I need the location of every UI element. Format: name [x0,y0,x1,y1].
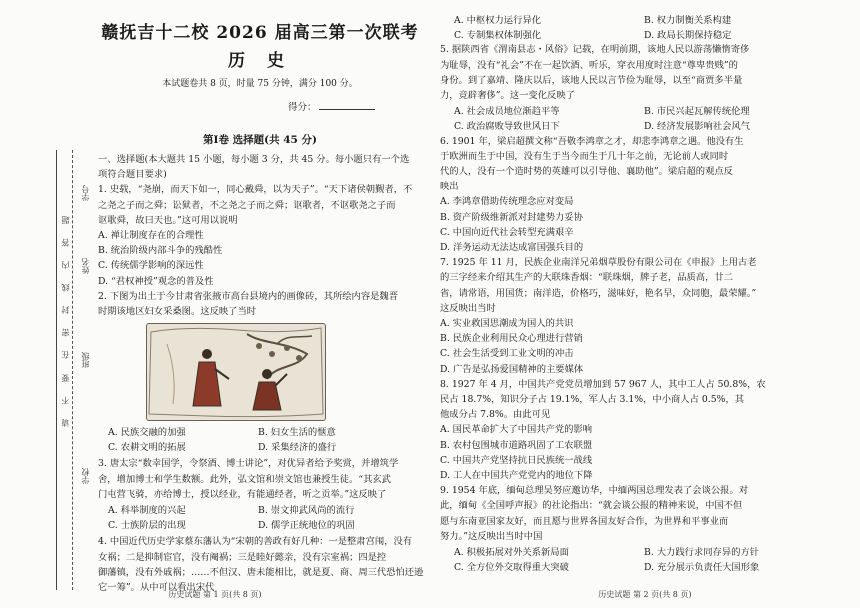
text-line: 愿与东南亚国家友好，而且愿与世界各国友好合作，为世界和平事业而 [440,515,729,527]
option-item: B. 权力制衡关系构建 [644,15,732,26]
label-name: 姓名 [81,258,90,274]
text-line: 门屯营飞骑，亦给博士，授以经业，有能通经者，听之贡举。”这反映了 [98,488,387,500]
option-item: D. 儒学正统地位的巩固 [258,520,355,532]
text-line: D. 洋务运动无法达成富国强兵目的 [440,242,584,253]
text-line: 这反映出当时 [440,302,496,314]
option-item: D. 采集经济的盛行 [258,442,337,454]
text-line: A. 国民革命扩大了中国共产党的影响 [440,424,593,436]
option-item: B. 妇女生活的惬意 [258,427,336,438]
option-item: B. 市民兴起瓦解传统伦理 [644,106,750,118]
text-line: 努力。”这反映出当时中国 [440,530,543,542]
option-item: A. 积极拓展对外关系新局面 [454,547,569,558]
text-line: D. “君权神授”观念的普及性 [98,275,214,287]
text-line: 舍，增加博士和学生数额。此外，弘文馆和崇文馆也兼授生徒。“其玄武 [98,473,391,485]
text-line: 此，缅甸《全国呼声报》的社论指出：“就会谈公报的精神来说，中国不但 [440,500,743,512]
option-item: C. 政治腐败导致世风日下 [454,121,560,133]
option-item: A. 科举制度的兴起 [108,505,186,516]
text-line: 5. 据陕西省《渭南县志・风俗》记载，在明前期，该地人民以游荡懒惰寄侈 [440,44,750,56]
text-line: 民占 18.7%，知识分子占 19.1%，军人占 3.1%，中小商人占 0.5%，其 [440,394,745,405]
text-line: 7. 1925 年 11 月，民族企业南洋兄弟烟草股份有限公司在《申报》上用古老 [440,257,757,269]
text-line: D. 广告是弘扬爱国精神的主要媒体 [440,363,584,375]
text-line: 于欧洲而生于中国，没有生于当今而生于几十年之前，无论前人或同时 [440,150,729,162]
mulberry-picking-mural [147,324,325,420]
text-line: 省，请常语，用国货；南洋造，价格巧，滋味好，艳名早，众同胞，最荣耀。” [440,287,757,299]
option-item: A. 中枢权力运行异化 [454,15,541,26]
text-line: 它一筹”。从中可以看出宋代 [98,582,215,593]
exam-title: 赣抚吉十二校 2026 届高三第一次联考 [101,23,419,43]
text-line: A. 实业救国思潮成为国人的共识 [440,318,574,329]
page-1-footer: 历史试题 第 1 页(共 8 页) [168,590,262,599]
text-line: B. 民族企业利用民众心理进行营销 [440,333,583,345]
text-line: A. 禅让制度存在的合理性 [98,230,204,241]
text-line: 时期该地区妇女采桑图。这反映了当时 [98,306,257,317]
text-line: 6. 1901 年，梁启超撰文称“吾敬李鸿章之才，却悲李鸿章之遇。他没有生 [440,135,744,147]
label-student-id: 学号 [81,185,90,201]
text-line: A. 李鸿章借助传统理念应对变局 [440,196,574,208]
text-line: C. 中国向近代社会转型充满艰辛 [440,226,574,238]
text-line: B. 统治阶级内部斗争的残酷性 [98,245,223,257]
seal-warning: 请 不 要 在 密 封 线 内 答 题 [61,210,70,427]
exam-subject: 历 史 [228,51,292,71]
label-class: 班级 [81,352,90,368]
text-line: 一、选择题(本大题共 15 小题，每小题 3 分，共 45 分。每小题只有一个选 [98,154,410,165]
text-line: 力，竞辟奢侈”。这一变化反映了 [440,90,575,101]
binding-margin [0,0,92,608]
text-line: 身份。到了嘉靖、隆庆以后，该地人民以言节俭为耻辱，以至“商贾多半量 [440,74,743,86]
mural-image [146,323,326,421]
exam-info: 本试题卷共 8 页，时量 75 分钟，满分 100 分。 [162,79,358,89]
option-item: D. 经济发展影响社会风气 [644,121,751,133]
option-item: B. 大力践行求同存异的方针 [644,547,760,558]
text-line: 映出 [440,181,459,193]
text-line: 的三字经来介绍其生产的大联珠香烟：“联珠烟，牌子老，品质高，廿二 [440,272,733,284]
seal-line [56,150,57,590]
option-item: C. 农耕文明的拓展 [108,442,186,454]
section-heading: 第Ⅰ卷 选择题(共 45 分) [203,134,317,146]
option-item: A. 社会成员地位渐趋平等 [454,106,560,118]
score-blank[interactable] [319,109,375,110]
option-item: A. 民族交融的加强 [108,427,186,438]
text-line: 4. 中国近代历史学家蔡东藩认为“宋朝的善政有好几种：一是整肃宫闱，没有 [98,536,413,548]
text-line: 女祸；二是抑制宦官，没有阉祸；三是睦好懿亲，没有宗室祸；四是控 [98,551,387,563]
option-item: B. 崇文抑武风尚的流行 [258,505,355,516]
text-line: B. 资产阶级维新派对封建势力妥协 [440,211,583,223]
text-line: C. 中国共产党坚持抗日民族统一战线 [440,454,593,466]
page-2-footer: 历史试题 第 2 页(共 8 页) [598,590,692,599]
text-line: 代的人，没有一个造时势的英雄可以引导他、襄助他”。梁启超的观点反 [440,166,733,177]
score-label: 得分： [288,102,317,113]
option-item: D. 充分展示负责任大国形象 [644,562,760,574]
label-school: 学校 [81,468,90,484]
text-line: 为耻辱，没有“礼会”不在一起饮酒、听乐，穿衣用度时注意“尊卑贵贱”的 [440,59,738,71]
option-item: C. 士族阶层的出现 [108,520,186,532]
text-line: C. 传统儒学影响的深远性 [98,260,204,272]
dashed-line [72,150,73,590]
text-line: 1. 史载，“尧崩，而天下如一，同心戴舜，以为天子”。“天下诸侯朝觐者，不 [98,184,413,196]
text-line: 御藩镇，没有外戚祸；……不但汉、唐未能相比，就是夏、商、周三代恐怕还逊 [98,566,424,578]
page-2 [430,0,860,608]
text-line: B. 农村包围城市道路巩固了工农联盟 [440,439,593,451]
score-field[interactable] [288,99,375,113]
text-line: 项符合题目要求) [98,169,167,181]
text-line: 讴歌舜，故曰天也。”这可用以说明 [98,214,238,226]
text-line: 2. 下图为出土于今甘肃省张掖市高台县境内的画像砖，其所绘内容是魏晋 [98,290,399,302]
text-line: 9. 1954 年底，缅甸总理吴努应邀访华，中缅两国总理发表了会谈公报。对 [440,485,749,497]
text-line: 8. 1927 年 4 月，中国共产党党员增加到 57 967 人，其中工人占 50.8%，农 [440,378,766,390]
text-line: 他成分占 7.8%。由此可见 [440,409,551,421]
text-line: D. 工人在中国共产党党内的地位下降 [440,470,593,481]
option-item: C. 全方位外交取得重大突破 [454,562,569,574]
text-line: 之尧之子而之舜；讼狱者，不之尧之子而之舜；讴歌者，不讴歌尧之子而 [98,199,396,211]
text-line: C. 社会生活受到工业文明的冲击 [440,348,574,360]
text-line: 3. 唐太宗“数幸国学，令祭酒、博士讲论”，对优异者给予奖赏，并增筑学 [98,458,399,470]
option-item: C. 专制集权体制强化 [454,30,542,42]
option-item: D. 政局长期保持稳定 [644,30,732,42]
